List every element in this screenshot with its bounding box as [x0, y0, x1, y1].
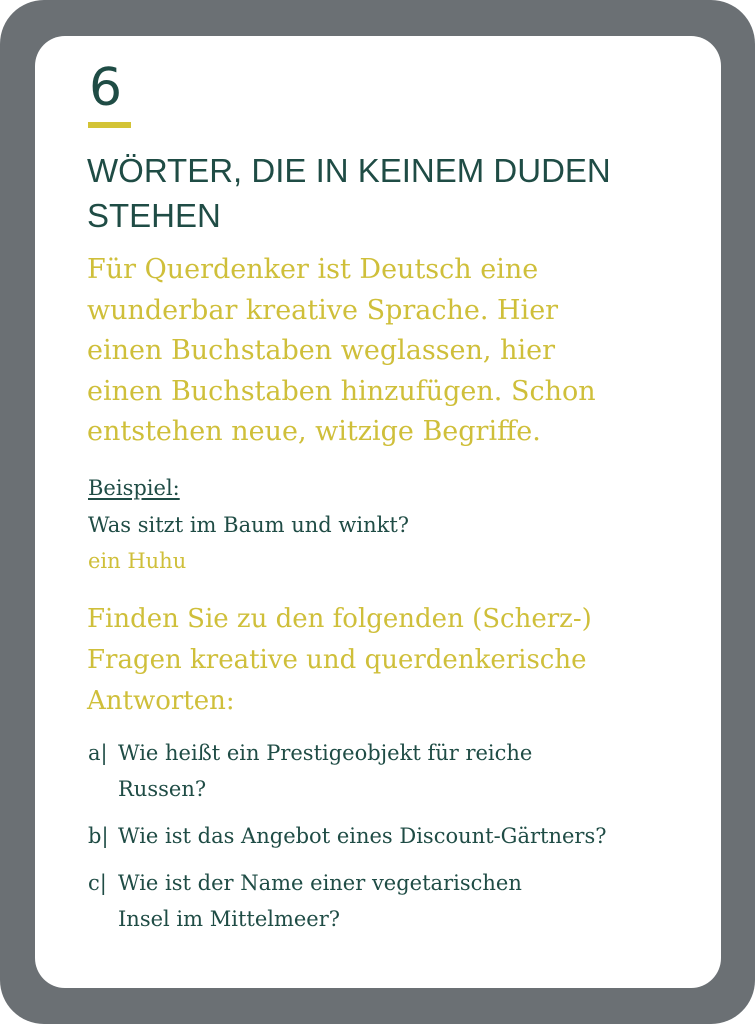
intro-line: entstehen neue, witzige Begriffe. [87, 416, 541, 447]
title-line: WÖRTER, DIE IN KEINEM DUDEN [87, 152, 611, 189]
number-underline [88, 122, 131, 128]
example-label: Beispiel: [88, 476, 180, 500]
task-line: Finden Sie zu den folgenden (Scherz-) [87, 604, 592, 634]
question-letter: c| [88, 871, 107, 895]
question-item [88, 818, 718, 854]
task-line: Fragen kreative und querdenkerische [87, 645, 587, 675]
intro-line: wunderbar kreative Sprache. Hier [87, 294, 559, 326]
task-line: Antworten: [87, 686, 235, 716]
question-line: Wie heißt ein Prestigeobjekt für reiche [118, 741, 533, 765]
intro-line: einen Buchstaben hinzufügen. Schon [87, 375, 596, 407]
intro-line: einen Buchstaben weglassen, hier [87, 335, 555, 366]
question-text [118, 735, 718, 807]
question-text [118, 818, 718, 854]
title-line: STEHEN [87, 197, 221, 234]
example-question: Was sitzt im Baum und winkt? [88, 513, 410, 537]
question-line: Russen? [118, 777, 207, 801]
intro-paragraph [87, 250, 717, 453]
question-text [118, 865, 718, 937]
question-line: Wie ist das Angebot eines Discount-Gärtners? [118, 824, 607, 848]
question-line: Insel im Mittelmeer? [118, 907, 341, 931]
example-answer: ein Huhu [88, 549, 187, 573]
question-list [88, 735, 718, 948]
quiz-card [35, 36, 721, 988]
question-line: Wie ist der Name einer vegetarischen [118, 871, 522, 895]
question-item [88, 865, 718, 937]
task-instruction [87, 599, 717, 722]
question-item [88, 735, 718, 807]
question-letter: b| [88, 824, 109, 848]
card-number: 6 [89, 58, 123, 118]
card-title [87, 148, 707, 238]
question-letter: a| [88, 741, 108, 765]
intro-line: Für Querdenker ist Deutsch eine [87, 254, 539, 285]
